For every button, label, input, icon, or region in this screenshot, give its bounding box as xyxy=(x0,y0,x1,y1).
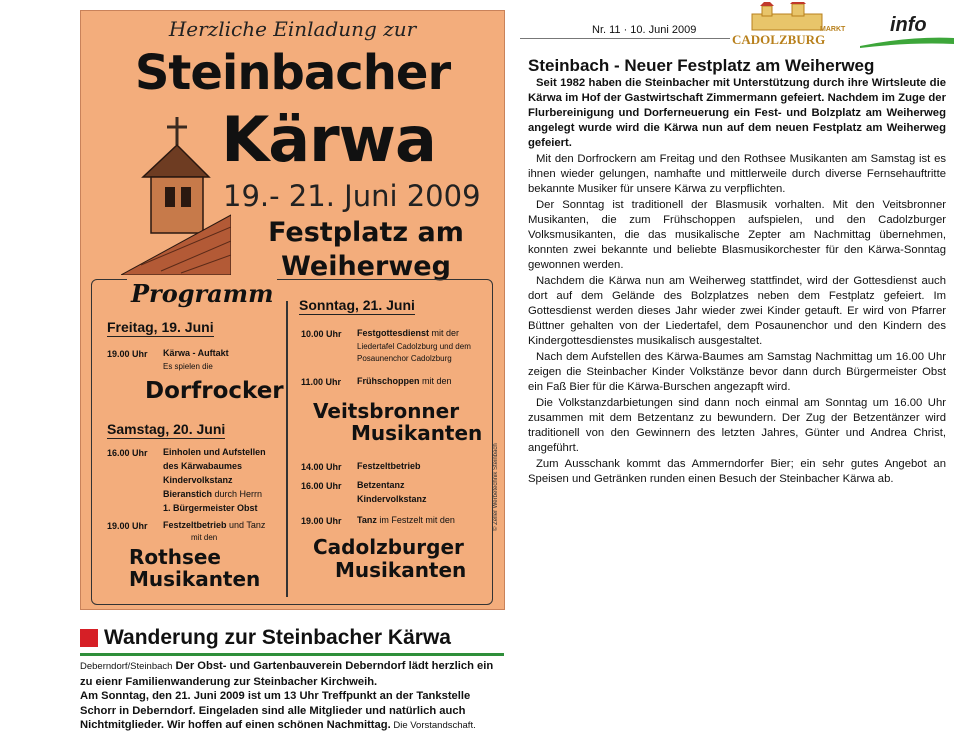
event: Kindervolkstanz xyxy=(357,494,427,504)
day-saturday: Samstag, 20. Juni xyxy=(107,421,226,437)
header-rule xyxy=(520,38,730,39)
poster-place-line2: Weiherweg xyxy=(281,251,451,282)
green-swoosh-icon xyxy=(860,34,954,48)
hiking-notice xyxy=(80,626,504,734)
band-veitsbronner-2: Musikanten xyxy=(351,421,483,445)
day-friday: Freitag, 19. Juni xyxy=(107,319,214,335)
info-logo: info xyxy=(890,14,927,36)
hiking-notice-text xyxy=(80,659,504,734)
band-veitsbronner: Veitsbronner xyxy=(313,399,460,423)
article-paragraph: Nach dem Aufstellen des Kärwa-Baumes am Samstag Nachmittag um 16.00 Uhr zeigen die Steinbacher Kinder Volkstänze bevor dann durch Bürgermeister Obst ein Faß Bier für die Kärwa-Burschen angezapft wird. xyxy=(528,351,946,393)
band-dorfrocker: Dorfrocker xyxy=(145,378,284,404)
program-divider xyxy=(286,301,288,597)
issue-number: Nr. 11 · 10. Juni 2009 xyxy=(592,24,697,36)
article-title: Steinbach - Neuer Festplatz am Weiherweg xyxy=(528,56,875,75)
church-tower-illustration xyxy=(121,115,231,275)
event-sub: Posaunenchor Cadolzburg xyxy=(357,354,452,363)
article-paragraph: Mit den Dorfrockern am Freitag und den Rothsee Musikanten am Samstag ist es ihnen wieder gelungen, namhafte und mittlerweile durch diverse Fernsehauftritte bekannte Musiker für unsere Kärwa zu verpflichten. xyxy=(528,153,946,195)
time: 19.00 Uhr xyxy=(107,521,148,531)
event-sub: mit den xyxy=(191,533,218,542)
event: Festgottesdienst mit der xyxy=(357,328,460,338)
event: Festzeltbetrieb und Tanz xyxy=(163,520,266,530)
article-body xyxy=(528,76,946,488)
time: 16.00 Uhr xyxy=(301,481,342,491)
hiking-notice-sign: Die Vorstandschaft. xyxy=(390,720,476,731)
poster-dates: 19.- 21. Juni 2009 xyxy=(223,179,481,213)
article-paragraph: Der Sonntag ist traditionell der Blasmusik vorhalten. Mit den Veitsbronner Musikanten, die zum Frühschoppen aufspielen, und den Cadolzburger Volksmusikanten, die das musikalische Zepter am Nachmittag übernehmen, konnten zwei bekannte und beliebte Blasmusikorchester für den Kärwa-Sonntag gewonnen werden. xyxy=(528,199,946,271)
red-square-icon xyxy=(80,629,98,647)
time: 19.00 Uhr xyxy=(107,349,148,359)
poster-place-line1: Festplatz am xyxy=(268,217,464,248)
article-lead: Seit 1982 haben die Steinbacher mit Unterstützung durch ihre Wirtsleute die Kärwa im Hof der Gastwirtschaft Zimmermann gefeiert. Nachdem im Zuge der Flurbereinigung und Dorferneuerung ein Fest- und Bolzplatz am Weiherweg angelegt wurde wird die Kärwa nun auf dem neuen Festplatz am Weiherweg gefeiert. xyxy=(528,77,946,149)
event: Festzeltbetrieb xyxy=(357,461,421,471)
article-paragraph: Zum Ausschank kommt das Ammerndorfer Bier; ein sehr gutes Angebot an Speisen und Getränken runden einen Besuch der Steinbacher Kärwa ab. xyxy=(528,458,946,485)
event: des Kärwabaumes xyxy=(163,461,243,471)
event: Kärwa - Auftakt xyxy=(163,348,229,358)
poster-title-line1: Steinbacher xyxy=(134,45,451,101)
event: Einholen und Aufstellen xyxy=(163,447,266,457)
event: Tanz im Festzelt mit den xyxy=(357,515,455,525)
event: Kindervolkstanz xyxy=(163,475,233,485)
hiking-notice-text2: Am Sonntag, den 21. Juni 2009 ist um 13 Uhr Treffpunkt an der Tankstelle Schorr in Deberndorf. Eingeladen sind alle Mitglieder und natürlich auch Nichtmitglieder. Wir hoffen auf einen schönen Nachmittag. xyxy=(80,690,471,731)
hiking-notice-place: Deberndorf/Steinbach xyxy=(80,661,173,672)
green-rule xyxy=(80,653,504,656)
poster-title-line2: Kärwa xyxy=(221,103,436,176)
hiking-notice-text1: Der Obst- und Gartenbauverein Deberndorf lädt herzlich ein zu eienr Familienwanderung zur Steinbacher Kirchweih. xyxy=(80,660,494,688)
band-rothsee-2: Musikanten xyxy=(129,567,261,591)
hiking-notice-title: Wanderung zur Steinbacher Kärwa xyxy=(104,626,451,649)
event: Betzentanz xyxy=(357,480,405,490)
time: 14.00 Uhr xyxy=(301,462,342,472)
time: 19.00 Uhr xyxy=(301,516,342,526)
time: 10.00 Uhr xyxy=(301,329,342,339)
event: Frühschoppen mit den xyxy=(357,376,452,386)
article-paragraph: Die Volkstanzdarbietungen sind dann noch einmal am Sonntag um 16.00 Uhr zusammen mit dem Betzentanz zu bewundern. Der Zug der Betzentänzer wird traditionell von den Gewinnern des letzten Jahres, Günter und Andrea Christ, angeführt. xyxy=(528,397,946,454)
event-sub: Es spielen die xyxy=(163,362,213,371)
time: 16.00 Uhr xyxy=(107,448,148,458)
band-cadolzburger: Cadolzburger xyxy=(313,535,464,559)
logo-markt: MARKT xyxy=(820,26,846,33)
hiking-notice-header xyxy=(80,626,504,650)
event-sub: Liedertafel Cadolzburg und dem xyxy=(357,342,471,351)
article-paragraph: Nachdem die Kärwa nun am Weiherweg stattfindet, wird der Gottesdienst auch dort auf dem Gelände des Bolzplatzes neben dem Festplatz gefeiert. Im Gottesdienst werden dieses Jahr wieder zwei Kinder getauft. Er wird von Pfarrer Büttner gehalten von der Liedertafel, dem Posaunenchor und den Kindern des Kindergottesdienstes musikalisch ausgestaltet. xyxy=(528,275,946,347)
event: 1. Bürgermeister Obst xyxy=(163,503,258,513)
band-cadolzburger-2: Musikanten xyxy=(335,558,467,582)
logo-name: CADOLZBURG xyxy=(732,32,826,47)
poster-invitation: Herzliche Einladung zur xyxy=(168,17,417,41)
band-rothsee: Rothsee xyxy=(129,545,221,569)
event-poster xyxy=(80,10,505,610)
poster-copyright: © Zeller Werbetechnik Steinbach xyxy=(493,443,499,531)
day-sunday: Sonntag, 21. Juni xyxy=(299,297,415,313)
program-label: Programm xyxy=(127,279,277,308)
event: Bieranstich durch Herrn xyxy=(163,489,263,499)
time: 11.00 Uhr xyxy=(301,377,342,387)
